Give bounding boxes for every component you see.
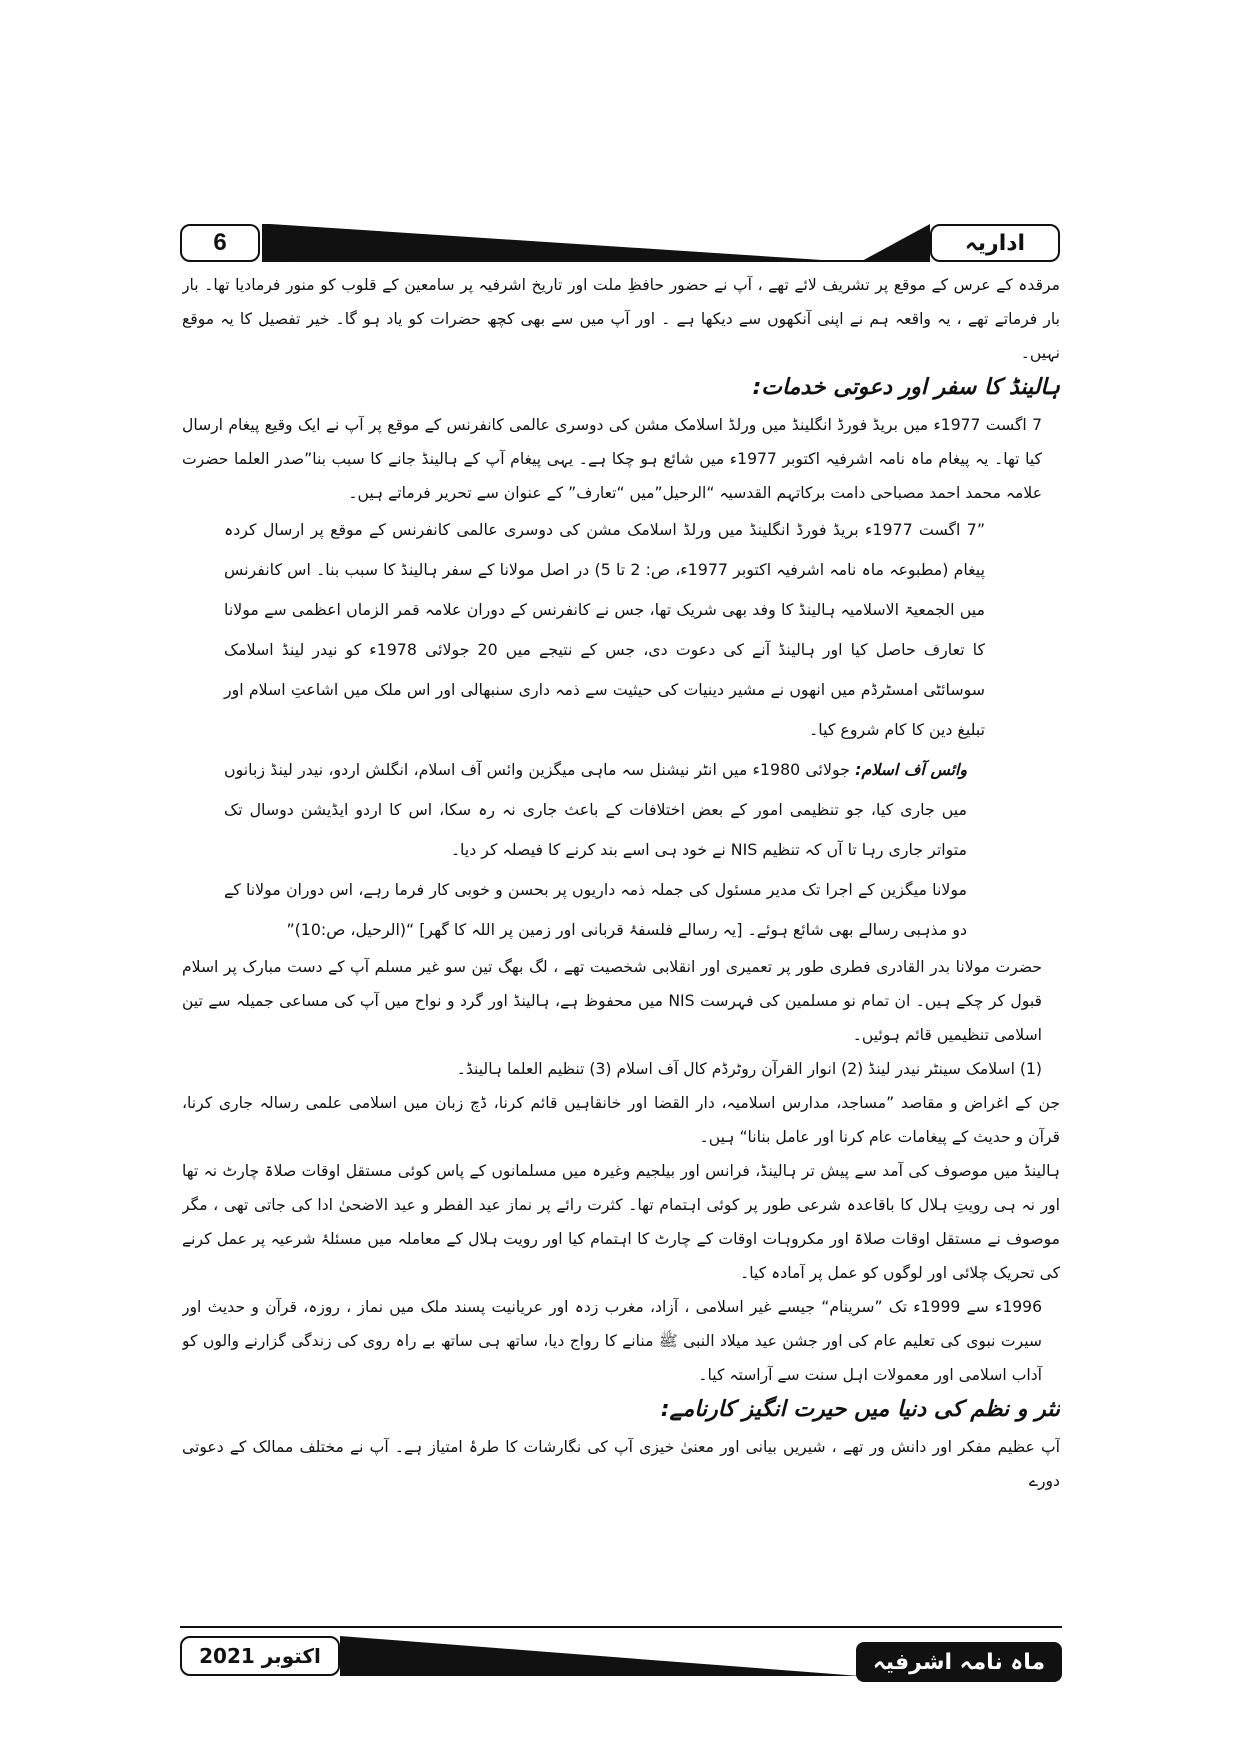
quotation-block <box>224 510 985 950</box>
header-right-wedge <box>860 224 930 262</box>
quote-paragraph-3: مولانا میگزین کے اجرا تک مدیر مسئول کی جملہ ذمہ داریوں پر بحسن و خوبی کار فرما رہے، اس دوران مولانا کے دو مذہبی رسالے بھی شائع ہوئے۔ [یہ رسالے فلسفۂ قربانی اور زمین پر اللہ کا گھر] “(الرحیل، ص:10)” <box>224 880 967 939</box>
quote-paragraph-2-text: جولائی 1980ء میں انٹر نیشنل سہ ماہی میگزین وائس آف اسلام، انگلش اردو، نیدر لینڈ زبانوں میں جاری کیا، جو تنظیمی امور کے بعض اختلافات کے باعث جاری نہ رہ سکا، اس کا اردو ایڈیشن دوسال تک متواتر جاری رہا تا آں کہ تنظیم NIS نے خود ہی اسے بند کرنے کا فیصلہ کر دیا۔ <box>224 760 967 859</box>
magazine-name <box>856 1642 1062 1682</box>
paragraph-5: جن کے اغراض و مقاصد ”مساجد، مدارس اسلامیہ، دار القضا اور خانقاہیں قائم کرنا، ڈچ زبان میں اسلامی علمی رسالہ جاری کرنا، قرآن و حدیث کے پیغامات عام کرنا اور عامل بنانا“ ہیں۔ <box>182 1094 1060 1146</box>
paragraph-2: 7 اگست 1977ء میں بریڈ فورڈ انگلینڈ میں ورلڈ اسلامک مشن کی دوسری عالمی کانفرنس کے موقع پر آپ نے ایک وقیع پیغام ارسال کیا تھا۔ یہ پیغام ماہ نامہ اشرفیہ اکتوبر 1977ء میں شائع ہو چکا ہے۔ یہی پیغام آپ کے ہالینڈ جانے کا سبب بنا”صدر العلما حضرت علامہ محمد احمد مصباحی دامت برکاتہم القدسیہ “الرحیل”میں “تعارف” کے عنوان سے تحریر فرماتے ہیں۔ <box>182 416 1042 502</box>
voice-of-islam-lead: وائس آف اسلام: <box>855 760 968 779</box>
paragraph-1: مرقدہ کے عرس کے موقع پر تشریف لائے تھے ، آپ نے حضور حافظِ ملت اور تاریخ اشرفیہ پر سامعین کے قلوب کو منور فرمادیا تھا۔ بار بار فرماتے تھے ، یہ واقعہ ہم نے اپنی آنکھوں سے دیکھا ہے ۔ اور آپ میں سے بھی کچھ حضرات کو یاد ہو گا۔ خیر تفصیل کا یہ موقع نہیں۔ <box>182 276 1060 362</box>
paragraph-8: آپ عظیم مفکر اور دانش ور تھے ، شیریں بیانی اور معنیٰ خیزی آپ کی نگارشات کا طرۂ امتیاز ہے۔ آپ نے مختلف ممالک کے دعوتی دورے <box>182 1438 1060 1490</box>
article-body <box>182 268 1060 1704</box>
paragraph-6: ہالینڈ میں موصوف کی آمد سے پیش تر ہالینڈ، فرانس اور بیلجیم وغیرہ میں مسلمانوں کے پاس کوئی مستقل اوقات صلاۃ چارٹ نہ تھا اور نہ ہی رویتِ ہلال کا باقاعدہ شرعی طور پر کوئی اہتمام تھا۔ کثرت رائے پر نماز عید الفطر و عید الاضحیٰ ادا کی جاتی تھی ، مگر موصوف نے مستقل اوقات صلاۃ اور مکروہات اوقات کے چارٹ کا اہتمام کیا اور رویت ہلال کے معاملہ میں مسئلۂ شرعیہ پر عمل کرنے کی تحریک چلائی اور لوگوں کو عمل پر آمادہ کیا۔ <box>182 1162 1060 1282</box>
paragraph-3: حضرت مولانا بدر القادری فطری طور پر تعمیری اور انقلابی شخصیت تھے ، لگ بھگ تین سو غیر مسلم آپ کے دست مبارک پر اسلام قبول کر چکے ہیں۔ ان تمام نو مسلمین کی فہرست NIS میں محفوظ ہے، ہالینڈ اور گرد و نواح میں آپ کی مساعی جمیلہ سے تین اسلامی تنظیمیں قائم ہوئیں۔ <box>182 958 1042 1044</box>
footer-rule-top <box>180 1626 1062 1628</box>
header-left-wedge <box>262 224 822 264</box>
quote-paragraph-2 <box>224 750 985 870</box>
header-rule <box>262 260 930 262</box>
heading-holland-journey: ہالینڈ کا سفر اور دعوتی خدمات: <box>752 375 1060 400</box>
footer-wedge <box>340 1636 860 1676</box>
section-tag <box>930 224 1060 262</box>
issue-date <box>180 1636 340 1676</box>
magazine-name-label: ماہ نامہ اشرفیہ <box>872 1649 1046 1675</box>
page-number: 6 <box>180 224 260 262</box>
issue-date-label: اکتوبر 2021 <box>199 1644 321 1668</box>
paragraph-7: 1996ء سے 1999ء تک ”سرینام“ جیسے غیر اسلامی ، آزاد، مغرب زدہ اور عریانیت پسند ملک میں نماز ، روزہ، قرآن و حدیث اور سیرت نبوی کی تعلیم عام کی اور جشن عید میلاد النبی ﷺ منانے کا رواج دیا، ساتھ ہی ساتھ بے راہ روی کی زندگی گزارنے والوں کو آداب اسلامی اور معمولات اہل سنت سے آراستہ کیا۔ <box>182 1298 1042 1384</box>
quote-paragraph-1: ”7 اگست 1977ء بریڈ فورڈ انگلینڈ میں ورلڈ اسلامک مشن کی دوسری عالمی کانفرنس کے موقع پر ارسال کردہ پیغام (مطبوعہ ماہ نامہ اشرفیہ اکتوبر 1977ء، ص: 2 تا 5) در اصل مولانا کے سفر ہالینڈ کا سبب بنا۔ اس کانفرنس میں الجمعیۃ الاسلامیہ ہالینڈ کا وفد بھی شریک تھا، جس نے کانفرنس کے دوران علامہ قمر الزماں اعظمی سے مولانا کا تعارف حاصل کیا اور ہالینڈ آنے کی دعوت دی، جس کے نتیجے میں 20 جولائی 1978ء کو نیدر لینڈ اسلامک سوسائٹی امسٹرڈم میں انھوں نے مشیر دینیات کی حیثیت سے ذمہ داری سنبھالی اور اس ملک میں اشاعتِ اسلام اور تبلیغ دین کا کام شروع کیا۔ <box>224 520 985 739</box>
paragraph-4: (1) اسلامک سینٹر نیدر لینڈ (2) انوار القرآن روٹرڈم کال آف اسلام (3) تنظیم العلما ہالینڈ۔ <box>456 1060 1042 1078</box>
heading-prose-poetry: نثر و نظم کی دنیا میں حیرت انگیز کارنامے: <box>660 1397 1060 1422</box>
section-tag-label: اداریہ <box>964 230 1026 256</box>
